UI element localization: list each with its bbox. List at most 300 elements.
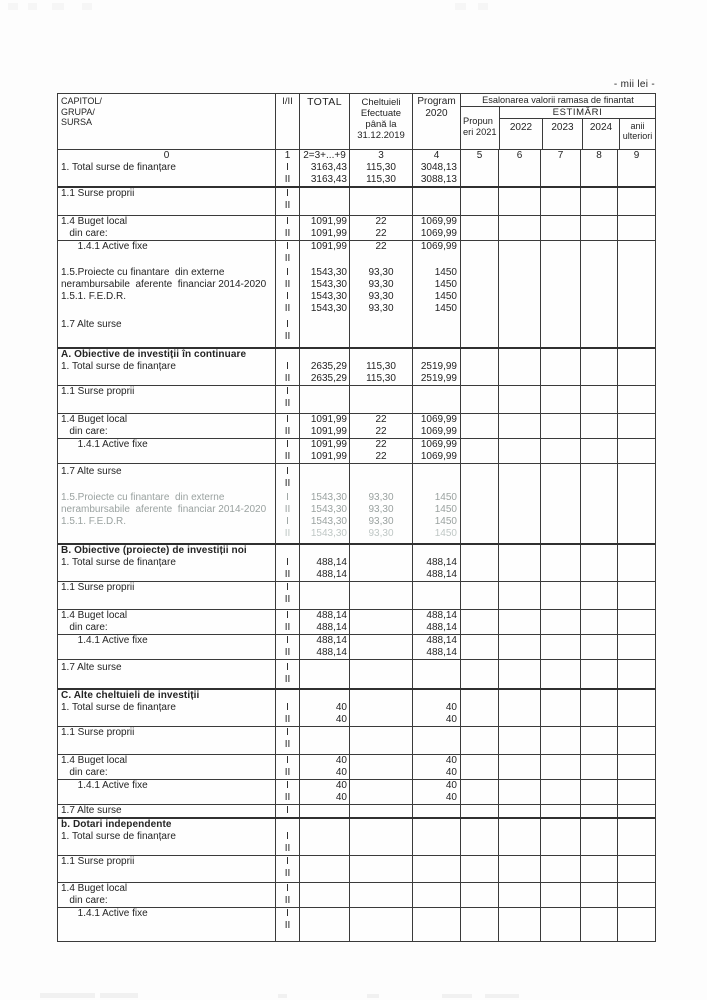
cell-program (413, 739, 457, 751)
column-c5 (460, 582, 498, 609)
row-block-s0-total (58, 162, 655, 186)
cell-rc: II (284, 739, 291, 750)
cell-spent: 93,30 (368, 303, 394, 314)
column-c2 (299, 635, 349, 659)
cell-total (300, 662, 347, 674)
cell-program (413, 727, 457, 739)
column-c9 (617, 780, 655, 804)
cell-empty (618, 241, 655, 253)
column-c2 (299, 216, 349, 240)
cell-rc: I (286, 635, 289, 646)
cell-empty (499, 883, 540, 895)
row-label: 1.4 Buget local (61, 216, 128, 227)
cell-program: 1069,99 (420, 439, 457, 450)
cell-rc: II (284, 528, 291, 539)
column-c2 (299, 386, 349, 413)
cell-empty (618, 895, 655, 907)
cell-empty (541, 569, 580, 581)
cell-empty (499, 466, 540, 478)
row-block-sC-surse-proprii (58, 726, 655, 754)
column-c8 (580, 780, 617, 804)
cell-empty (618, 674, 655, 686)
cell-empty (499, 492, 540, 504)
cell-empty (541, 504, 580, 516)
column-c4 (412, 610, 460, 634)
column-c1 (275, 315, 299, 347)
cell-program: 488,14 (426, 610, 457, 621)
column-c6 (498, 492, 540, 543)
cell-empty (499, 478, 540, 490)
cell-empty (461, 319, 498, 331)
cell-rc: I (286, 780, 289, 791)
cell-empty (541, 662, 580, 674)
cell-spent (350, 200, 412, 212)
cell-empty (461, 582, 498, 594)
cell-empty (618, 792, 655, 804)
cell-program (413, 253, 457, 265)
column-c7 (540, 349, 580, 385)
cell-program (413, 398, 457, 410)
cell-empty (461, 843, 498, 855)
column-c1 (275, 492, 299, 543)
column-c4 (412, 464, 460, 492)
cell-empty (541, 241, 580, 253)
cell-empty (461, 492, 498, 504)
cell-rc: II (284, 373, 291, 384)
cell-empty (541, 714, 580, 726)
cell-empty (581, 895, 617, 907)
cell-empty (618, 647, 655, 659)
column-c2 (299, 856, 349, 882)
row-block-s0-alte-surse (58, 315, 655, 347)
cell-empty (499, 386, 540, 398)
cell-program: 1069,99 (420, 241, 457, 252)
column-c7 (540, 690, 580, 726)
cell-empty (581, 557, 617, 569)
cell-empty (461, 528, 498, 540)
cell-empty (461, 466, 498, 478)
column-c9 (617, 386, 655, 413)
cell-spent (350, 582, 412, 594)
row-label: 1.4 Buget local (61, 755, 128, 766)
cell-empty (541, 610, 580, 622)
unit-note: - mii lei - (613, 79, 655, 90)
scan-artifact (28, 3, 37, 10)
column-c7 (540, 856, 580, 882)
column-c8 (580, 883, 617, 907)
cell-empty (618, 805, 655, 817)
header-estimari-title: ESTIMĂRI (500, 107, 655, 119)
scan-artifact (278, 994, 287, 998)
column-c1 (275, 755, 299, 779)
cell-rc: I (286, 162, 289, 173)
column-c7 (540, 162, 580, 186)
cell-empty (461, 767, 498, 779)
column-c8 (580, 805, 617, 817)
cell-empty (618, 569, 655, 581)
cell-total (300, 739, 347, 751)
cell-spent: 93,30 (368, 516, 394, 527)
cell-spent (350, 674, 412, 686)
column-c3 (349, 265, 412, 315)
cell-program: 488,14 (426, 557, 457, 568)
row-label-cell (58, 908, 275, 941)
column-c7 (540, 439, 580, 463)
cell-empty (499, 831, 540, 843)
row-block-sB-active-fixe (58, 634, 655, 659)
cell-program: 488,14 (426, 647, 457, 658)
cell-empty (499, 856, 540, 868)
column-c5 (460, 414, 498, 438)
column-c9 (617, 241, 655, 265)
column-c7 (540, 545, 580, 581)
cell-empty (461, 883, 498, 895)
cell-program (413, 819, 457, 831)
column-c9 (617, 188, 655, 215)
table-header (58, 94, 655, 149)
cell-empty (461, 647, 498, 659)
column-c6 (498, 610, 540, 634)
cell-spent (350, 349, 412, 361)
cell-empty (581, 331, 617, 343)
cell-empty (499, 895, 540, 907)
row-label-cell (58, 635, 275, 659)
cell-total (300, 545, 347, 557)
cell-empty (618, 610, 655, 622)
row-block-sb-surse-proprii (58, 855, 655, 882)
cell-spent: 93,30 (368, 504, 394, 515)
cell-empty (618, 739, 655, 751)
cell-empty (581, 291, 617, 303)
column-c6 (498, 188, 540, 215)
cell-spent (350, 739, 412, 751)
column-c6 (498, 819, 540, 855)
column-c1 (275, 727, 299, 754)
cell-total (300, 398, 347, 410)
cell-empty (581, 805, 617, 817)
column-c8 (580, 386, 617, 413)
column-c2 (299, 315, 349, 347)
cell-empty (461, 174, 498, 186)
cell-empty (618, 451, 655, 463)
cell-empty (461, 253, 498, 265)
cell-total (300, 331, 347, 343)
cell-program (413, 478, 457, 490)
cell-spent: 22 (375, 426, 387, 437)
cell-empty (499, 635, 540, 647)
cell-spent (350, 908, 412, 920)
column-c5 (460, 856, 498, 882)
column-c4 (412, 439, 460, 463)
cell-rc: I (286, 908, 289, 919)
cell-program: 1450 (434, 504, 457, 515)
cell-empty (499, 267, 540, 279)
row-label: 1.4.1 Active fixe (61, 635, 148, 646)
cell-empty (618, 635, 655, 647)
cell-empty (499, 504, 540, 516)
cell-total (300, 920, 347, 932)
cell-spent (350, 662, 412, 674)
cell-total: 1543,30 (310, 279, 347, 290)
cell-spent: 93,30 (368, 267, 394, 278)
column-c6 (498, 805, 540, 817)
column-c1 (275, 188, 299, 215)
cell-total (300, 594, 347, 606)
cell-empty (541, 331, 580, 343)
column-c9 (617, 635, 655, 659)
cell-spent (350, 253, 412, 265)
column-c6 (498, 660, 540, 688)
cell-empty (581, 856, 617, 868)
cell-program (413, 594, 457, 606)
column-c2 (299, 265, 349, 315)
cell-rc: I (286, 516, 289, 527)
cell-empty (541, 319, 580, 331)
column-c4 (412, 755, 460, 779)
column-c2 (299, 727, 349, 754)
cell-empty (499, 594, 540, 606)
cell-empty (541, 727, 580, 739)
row-label: 1.7 Alte surse (61, 805, 122, 816)
cell-program: 1069,99 (420, 451, 457, 462)
cell-empty (618, 228, 655, 240)
column-c8 (580, 315, 617, 347)
row-label: 1.4.1 Active fixe (61, 780, 148, 791)
cell-empty (618, 702, 655, 714)
cell-total (300, 883, 347, 895)
cell-rc: I (286, 727, 289, 738)
column-c8 (580, 582, 617, 609)
cell-program (413, 545, 457, 557)
cell-empty (581, 349, 617, 361)
cell-empty (581, 492, 617, 504)
row-label-cell (58, 805, 275, 817)
column-c6 (498, 162, 540, 186)
row-block-sC-alte-surse (58, 804, 655, 817)
column-c3 (349, 755, 412, 779)
cell-empty (499, 739, 540, 751)
cell-empty (581, 582, 617, 594)
cell-empty (581, 426, 617, 438)
cell-empty (581, 831, 617, 843)
cell-total (300, 819, 347, 831)
cell-empty (618, 361, 655, 373)
row-label: 1.1 Surse proprii (61, 582, 135, 593)
cell-empty (581, 279, 617, 291)
cell-spent (350, 727, 412, 739)
cell-empty (618, 426, 655, 438)
cell-program (413, 386, 457, 398)
column-c1 (275, 241, 299, 265)
cell-program: 1069,99 (420, 228, 457, 239)
cell-total: 1543,30 (310, 291, 347, 302)
row-label: 1.1 Surse proprii (61, 856, 135, 867)
row-block-sB-total (58, 543, 655, 581)
cell-program: 1450 (434, 279, 457, 290)
cell-spent: 22 (375, 414, 387, 425)
cell-empty (499, 582, 540, 594)
column-c1 (275, 660, 299, 688)
cell-rc: I (286, 662, 289, 673)
cell-rc: I (286, 267, 289, 278)
cell-empty (461, 162, 498, 174)
column-c5 (460, 216, 498, 240)
cell-empty (461, 868, 498, 880)
column-c8 (580, 755, 617, 779)
cell-rc: I (286, 831, 289, 842)
cell-empty (499, 647, 540, 659)
cell-program: 488,14 (426, 622, 457, 633)
scan-artifact (82, 3, 92, 10)
row-label: 1. Total surse de finanțare (61, 162, 176, 173)
row-block-sb-active-fixe (58, 907, 655, 941)
cell-empty (581, 647, 617, 659)
scan-artifact (367, 994, 379, 998)
cell-empty (499, 319, 540, 331)
cell-empty (461, 792, 498, 804)
cell-empty (461, 228, 498, 240)
cell-program: 1450 (434, 528, 457, 539)
column-c4 (412, 188, 460, 215)
cell-rc: II (284, 622, 291, 633)
header-2024: 2024 (582, 119, 619, 149)
cell-total (300, 805, 347, 817)
cell-spent (350, 767, 412, 779)
cell-rc: II (284, 426, 291, 437)
cell-empty (499, 690, 540, 702)
cell-empty (499, 528, 540, 540)
cell-program: 40 (445, 714, 457, 725)
cell-total: 1543,30 (310, 528, 347, 539)
cell-spent (350, 557, 412, 569)
cell-empty (499, 331, 540, 343)
row-label: 1.5.Proiecte cu finantare din externe (61, 492, 225, 503)
cell-empty (499, 755, 540, 767)
cell-empty (581, 188, 617, 200)
cell-empty (541, 279, 580, 291)
column-c4 (412, 216, 460, 240)
cell-empty (499, 622, 540, 634)
row-block-s0-surse-proprii (58, 186, 655, 215)
column-c1 (275, 439, 299, 463)
row-label: 1. Total surse de finanțare (61, 702, 176, 713)
row-block-s0-active-fixe (58, 240, 655, 265)
cell-empty (499, 545, 540, 557)
cell-program (413, 805, 457, 817)
cell-program: 40 (445, 755, 457, 766)
cell-empty (541, 767, 580, 779)
column-c8 (580, 856, 617, 882)
column-c3 (349, 464, 412, 492)
column-c9 (617, 315, 655, 347)
cell-rc: II (284, 594, 291, 605)
cell-program: 2519,99 (420, 361, 457, 372)
row-block-s0-buget-local (58, 215, 655, 240)
row-label-cell (58, 464, 275, 492)
cell-program (413, 319, 457, 331)
column-c2 (299, 162, 349, 186)
cell-rc: II (284, 451, 291, 462)
cell-empty (581, 174, 617, 186)
cell-empty (581, 690, 617, 702)
header-estimari-group (499, 107, 655, 149)
cell-empty (618, 504, 655, 516)
cell-program (413, 690, 457, 702)
cell-empty (618, 714, 655, 726)
column-c4 (412, 908, 460, 941)
cell-empty (618, 868, 655, 880)
column-c9 (617, 265, 655, 315)
column-c4 (412, 545, 460, 581)
cell-rc: I (286, 557, 289, 568)
cell-empty (541, 545, 580, 557)
column-c7 (540, 883, 580, 907)
cell-total: 1091,99 (310, 439, 347, 450)
cell-spent: 93,30 (368, 492, 394, 503)
column-c2 (299, 805, 349, 817)
cell-rc: II (284, 253, 291, 264)
cell-rc: I (286, 492, 289, 503)
cell-empty (461, 727, 498, 739)
cell-program (413, 895, 457, 907)
row-block-sC-buget-local (58, 754, 655, 779)
cell-empty (618, 253, 655, 265)
cell-empty (581, 920, 617, 932)
cell-empty (541, 831, 580, 843)
column-c5 (460, 908, 498, 941)
section-header: C. Alte cheltuieli de investiții (61, 690, 200, 701)
cell-empty (581, 635, 617, 647)
cell-empty (618, 291, 655, 303)
column-c7 (540, 315, 580, 347)
cell-empty (581, 398, 617, 410)
cell-spent (350, 755, 412, 767)
column-c9 (617, 216, 655, 240)
column-c5 (460, 610, 498, 634)
row-label: 1. Total surse de finanțare (61, 361, 176, 372)
column-c4 (412, 349, 460, 385)
cell-empty (618, 188, 655, 200)
cell-empty (581, 767, 617, 779)
cell-program (413, 466, 457, 478)
header-total: TOTAL (299, 94, 349, 149)
row-block-sb-total (58, 817, 655, 855)
column-c3 (349, 856, 412, 882)
cell-rc: I (286, 414, 289, 425)
cell-empty (618, 582, 655, 594)
cell-empty (499, 216, 540, 228)
row-label-cell (58, 439, 275, 463)
cell-rc: II (284, 200, 291, 211)
column-c5 (460, 439, 498, 463)
cell-rc: I (286, 702, 289, 713)
cell-empty (541, 267, 580, 279)
cell-spent (350, 780, 412, 792)
cell-empty (581, 386, 617, 398)
column-c2 (299, 582, 349, 609)
scan-artifact (455, 3, 466, 10)
column-c1 (275, 819, 299, 855)
cell-empty (618, 200, 655, 212)
cell-rc: II (284, 331, 291, 342)
column-c1 (275, 908, 299, 941)
cell-empty (618, 319, 655, 331)
column-c4 (412, 386, 460, 413)
column-c1 (275, 635, 299, 659)
column-c5 (460, 492, 498, 543)
row-label: 1.7 Alte surse (61, 466, 122, 477)
column-c2 (299, 908, 349, 941)
